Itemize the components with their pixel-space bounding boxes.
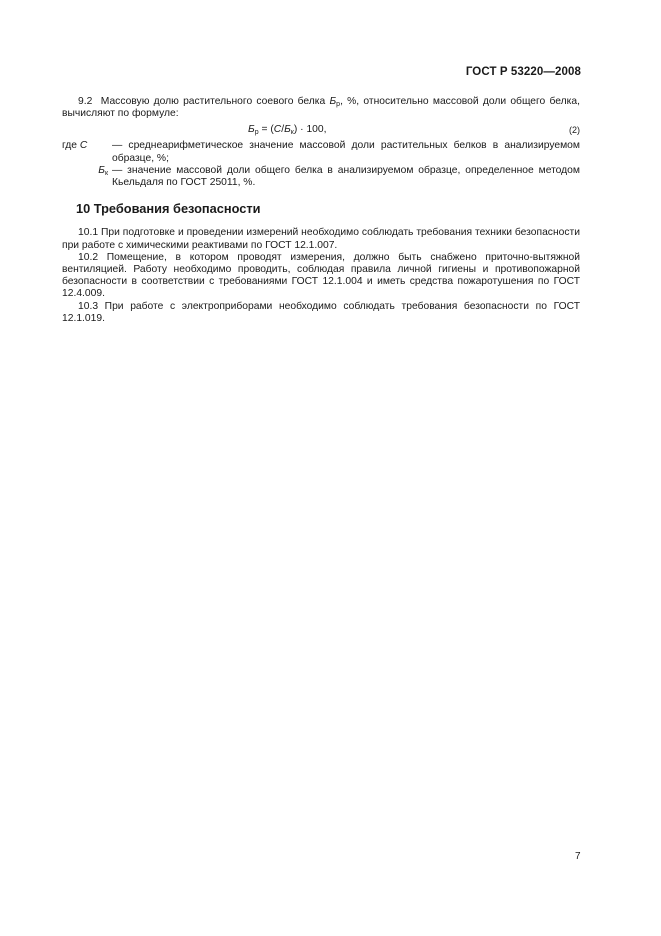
where-intro: где (62, 140, 80, 152)
formula-b-sub: к (290, 129, 294, 137)
paragraph-number: 9.2 (78, 96, 93, 107)
paragraph-10-2: 10.2 Помещение, в котором проводят измерения, должно быть снабжено приточно-вытяжной вентиляцией. Работу необходимо проводить, соблюдая правила личной гигиены и противопожарной безопасности в соответствии с требованиями ГОСТ 12.1.004 и иметь средства пожаротушения по ГОСТ 12.4.009. (62, 251, 580, 300)
formula-expression (248, 124, 326, 136)
definition-term (62, 165, 112, 189)
formula-c: C (273, 124, 282, 136)
page-number: 7 (575, 851, 581, 862)
definition-c (62, 140, 580, 164)
paragraph-10-1: 10.1 При подготовке и проведении измерений необходимо соблюдать требования техники безопасности при работе с химическими реактивами по ГОСТ 12.1.007. (62, 227, 580, 251)
symbol-subscript: р (336, 101, 341, 108)
formula-eq: = ( (258, 124, 274, 136)
formula-number: (2) (569, 125, 580, 136)
definition-desc: — значение массовой доли общего белка в анализируемом образце, определенное методом Кьельдаля по ГОСТ 25011, %. (112, 164, 580, 189)
definition-term (62, 140, 112, 164)
formula-rest: ) · 100, (293, 124, 327, 136)
paragraph-text: , %, относительно массовой доли общего белка, вычисляют по формуле: (62, 96, 580, 120)
paragraph-10-3: 10.3 При работе с электроприборами необходимо соблюдать требования безопасности по ГОСТ 12.1.019. (62, 300, 580, 324)
document-body (62, 96, 580, 325)
section-heading-10: 10 Требования безопасности (76, 201, 261, 217)
symbol-b: Б (329, 96, 337, 107)
formula-lhs: Б (248, 124, 255, 136)
formula-2 (62, 124, 580, 138)
definition-desc: — среднеарифметическое значение массовой доли растительных белков в анализируемом образце, %; (112, 140, 580, 164)
formula-slash: / (281, 124, 285, 136)
definition-symbol-sub: к (104, 169, 108, 177)
paragraph-9-2 (62, 96, 580, 120)
document-header-id: ГОСТ Р 53220—2008 (465, 66, 581, 78)
formula-b: Б (284, 124, 291, 136)
formula-lhs-sub: р (254, 129, 259, 137)
paragraph-text: Массовую долю растительного соевого белка (100, 96, 330, 107)
definition-symbol: C (79, 140, 88, 152)
definition-symbol: Б (98, 164, 105, 176)
definition-bk (62, 165, 580, 189)
